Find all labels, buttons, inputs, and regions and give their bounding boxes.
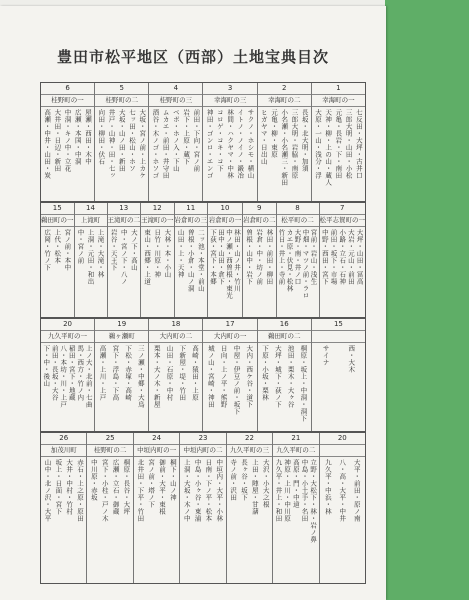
- toc-cell: [148, 83, 202, 201]
- place-name-line: 曽根・小倉・山ノ洞: [186, 229, 195, 292]
- section-name: 幸海町の二: [258, 95, 311, 107]
- place-name-line: 大原・一山・浅分・浮: [313, 109, 322, 179]
- place-name-line: 大内・西ケ谷・道下: [245, 345, 254, 408]
- toc-row-2: [40, 202, 366, 318]
- place-name-line: 広瀬・立石・御蔵: [111, 459, 120, 515]
- section-number: 7: [320, 203, 366, 215]
- place-name-line: 桐原・長谷・大坪: [122, 459, 131, 515]
- place-name-list: [320, 457, 365, 583]
- place-name-line: サクノ・ホシモ・横山: [246, 109, 255, 179]
- toc-row-3: [40, 318, 366, 432]
- place-name-line: 中畑・マツノ前・ラロ: [301, 229, 310, 299]
- place-name-line: 大井・中村・竹村: [65, 459, 74, 515]
- section-number: 12: [141, 203, 174, 215]
- toc-cell: [257, 83, 311, 201]
- toc-row-1: [40, 82, 366, 202]
- toc-row-4: [40, 432, 366, 584]
- toc-cell: [202, 83, 256, 201]
- place-name-line: 八・本坊・川・上戸: [59, 345, 68, 408]
- place-name-line: 大坂・山ノ田・新田: [117, 109, 126, 172]
- place-name-list: [87, 457, 132, 583]
- section-number: 16: [258, 319, 311, 331]
- place-name-list: [41, 227, 74, 317]
- place-name-line: 山中・北ノ沢・大平: [43, 459, 52, 522]
- place-name-line: 高原・門・中道: [291, 459, 300, 508]
- section-number: 24: [134, 433, 179, 445]
- place-name-line: 桐原・坂上・中洞・洞下: [299, 345, 308, 422]
- place-name-line: 宮前・岩山・浅生: [309, 229, 318, 285]
- section-name: 岩倉町の二: [243, 215, 276, 227]
- place-name-line: 酒谷・木ノゴ・ホソゴ: [151, 109, 160, 179]
- section-name: 桂野町の一: [41, 95, 94, 107]
- toc-cell: [41, 319, 94, 431]
- place-name-line: 宮ノ前・塔ノ下: [147, 459, 156, 508]
- place-name-line: 山田・石原・中村: [165, 345, 174, 401]
- toc-cell: [94, 83, 148, 201]
- place-name-list: [243, 227, 276, 317]
- place-name-line: 馬・西方・竹ノ内: [76, 345, 85, 401]
- place-name-line: 大林・本・小山: [163, 229, 172, 278]
- place-name-line: 竹日・井上・寺前: [277, 229, 286, 285]
- place-name-list: [41, 457, 86, 583]
- place-name-line: 中洞・キノ中・立花: [63, 109, 72, 172]
- section-number: 5: [95, 83, 148, 95]
- place-name-line: 下荻・宮下・本郷: [209, 229, 217, 285]
- place-name-line: 七ッ田・松山・ホソ: [127, 109, 136, 172]
- toc-cell: [276, 203, 319, 317]
- toc-cell: [41, 433, 86, 583]
- place-name-line: 林間・ハクヤマ・中林: [226, 109, 235, 179]
- toc-cell: [179, 433, 225, 583]
- toc-cell: [41, 83, 94, 201]
- section-name: 大内町の二: [149, 331, 202, 343]
- place-name-line: 前田・長坂・大谷: [50, 345, 59, 401]
- place-name-line: 高瀬・中井・山田・炭: [43, 109, 52, 179]
- section-name: 九久平町の三: [227, 445, 272, 457]
- section-name: 加茂川町: [41, 445, 86, 457]
- toc-cell: [311, 319, 365, 431]
- toc-cell: [133, 433, 179, 583]
- place-name-line: 大平・前田・原ノ南: [352, 459, 361, 522]
- place-name-line: 下原・小坂・栗林: [261, 345, 270, 401]
- place-name-line: 宮下・浮島・下高: [111, 345, 120, 401]
- place-name-list: [203, 343, 256, 431]
- toc-cell: [319, 203, 366, 317]
- place-name-line: コロゲ・コキ・コ下: [215, 109, 224, 172]
- place-name-line: 長坂・北大明・加須: [300, 109, 309, 172]
- place-name-line: 大井田・日辺・新田: [53, 109, 62, 172]
- place-name-line: 中川原・赤坂: [89, 459, 98, 501]
- toc-cell: [140, 203, 174, 317]
- toc-cell: [202, 319, 256, 431]
- section-name: 桂野町の三: [149, 95, 202, 107]
- place-name-list: [277, 227, 319, 317]
- section-number: 9: [243, 203, 276, 215]
- background-strip: [385, 0, 469, 600]
- place-name-line: 日南・下ノ平・松本: [204, 459, 213, 522]
- place-name-line: 二ッ池・本堂・前山: [196, 229, 205, 292]
- page-title: 豊田市松平地区（西部）土地宝典目次: [56, 48, 329, 66]
- place-name-line: 池田・栗木・大ヶ谷: [286, 345, 295, 408]
- place-name-list: [203, 107, 256, 201]
- section-name: 上滝町: [75, 215, 107, 227]
- section-name: [320, 445, 365, 457]
- place-name-line: 大坪・山田・冨高: [355, 229, 364, 285]
- section-name: 九久平町の二: [273, 445, 318, 457]
- section-number: 25: [87, 433, 132, 445]
- place-name-list: [75, 227, 107, 317]
- place-name-line: 田中・山田・倉下: [217, 229, 225, 285]
- place-name-line: 七反田・大坪・古井口: [354, 109, 363, 179]
- place-name-line: 曽根・山中・岩下: [245, 229, 254, 285]
- place-name-line: カエ原・伏見・松林: [285, 229, 294, 292]
- place-name-line: 大ノ下・高山: [129, 229, 138, 271]
- place-name-list: [141, 227, 174, 317]
- place-name-line: 大沢・小大之根: [261, 459, 270, 508]
- place-name-line: ベボ・ホノ入・下山: [171, 109, 180, 172]
- toc-cell: [319, 433, 365, 583]
- place-name-line: 上洞・大坂・木ノ中: [182, 459, 191, 522]
- place-name-line: 中野・西田・宮下: [320, 229, 329, 285]
- section-number: 22: [227, 433, 272, 445]
- section-number: 11: [175, 203, 208, 215]
- place-name-line: 日竹・川原・神: [153, 229, 162, 278]
- place-name-line: 栗本・大ノ木・新屋: [152, 345, 161, 408]
- place-name-line: 大野・南・井ノ口: [293, 229, 302, 285]
- place-name-line: 林田・山ノ井・竹川: [233, 229, 241, 292]
- place-name-line: 寺ノ前・沢田: [229, 459, 238, 501]
- toc-cell: [242, 203, 276, 317]
- place-name-line: 上ノ大・北前・七曲: [84, 345, 93, 408]
- place-name-line: 山田・上・天神: [176, 229, 185, 278]
- place-name-line: 下松・赤塚・高崎: [124, 345, 133, 401]
- place-name-line: 三郎大明・山田・小松: [344, 109, 353, 179]
- place-name-line: 上田・陣屋・甘藷: [250, 459, 259, 515]
- section-number: 14: [75, 203, 107, 215]
- place-name-list: [95, 343, 148, 431]
- section-name: 鵜ヶ瀬町: [95, 331, 148, 343]
- place-name-list: [320, 227, 366, 317]
- place-name-list: [134, 457, 179, 583]
- toc-cell: [107, 203, 141, 317]
- section-number: 26: [41, 433, 86, 445]
- place-name-list: [41, 107, 94, 201]
- place-name-line: 西・大木: [347, 345, 356, 373]
- toc-cell: [74, 203, 107, 317]
- place-name-line: 井戸・山神・田・七ッ: [107, 109, 116, 179]
- place-name-line: 上洞・元田・和出: [86, 229, 95, 285]
- section-name: 九久平町の一: [41, 331, 94, 343]
- place-name-list: [258, 343, 311, 431]
- section-number: 23: [180, 433, 225, 445]
- place-name-list: [41, 343, 94, 431]
- place-name-line: 神原・上川・中川原: [283, 459, 292, 522]
- place-name-line: 中・宮ノ下・八ノ: [119, 229, 128, 285]
- place-name-line: 屋瀬・西田・木中: [84, 109, 93, 165]
- place-name-line: 赤石・上之原・原田: [76, 459, 84, 522]
- place-name-list: [149, 107, 202, 201]
- place-name-list: [258, 107, 311, 201]
- place-name-list: [180, 457, 225, 583]
- place-name-line: 稲田・宮下・地蔵: [67, 345, 76, 401]
- place-name-line: 日向・上ノ平・熊野: [219, 345, 228, 408]
- section-number: 2: [258, 83, 311, 95]
- place-name-line: 天神・柳・上の山・蔵人: [324, 109, 333, 186]
- toc-cell: [148, 319, 202, 431]
- section-number: 6: [41, 83, 94, 95]
- section-number: 15: [312, 319, 365, 331]
- toc-cell: [94, 319, 148, 431]
- place-name-line: 中屋・伊豆ノ前・坂下: [232, 345, 241, 415]
- document-page: [0, 6, 386, 600]
- place-name-line: 前田・坂下・市場: [329, 229, 338, 285]
- section-number: 20: [320, 433, 365, 445]
- place-name-line: 中島・小ヶ谷・東浦: [193, 459, 202, 522]
- place-name-line: 東山・西郷・上道: [143, 229, 152, 285]
- section-name: 鵜田町の一: [41, 215, 74, 227]
- toc-cell: [272, 433, 318, 583]
- place-name-line: 広岡・竹ノ下: [43, 229, 52, 271]
- place-name-line: 前田・下向・宮ノ前: [192, 109, 201, 172]
- place-name-line: 九久平・井上・和田: [274, 459, 283, 522]
- place-name-list: [108, 227, 141, 317]
- section-number: 10: [208, 203, 242, 215]
- place-name-line: 坂上・日面・宮下: [54, 459, 63, 515]
- place-name-list: [208, 227, 242, 317]
- place-name-line: 宮ノ前・本中: [63, 229, 72, 271]
- section-number: 15: [41, 203, 74, 215]
- place-name-line: 広瀬・本国・中洞: [73, 109, 82, 165]
- section-name: 幸海町の一: [312, 95, 365, 107]
- section-number: 8: [277, 203, 319, 215]
- place-name-line: 御前・大平・東根: [158, 459, 166, 515]
- toc-cell: [226, 433, 272, 583]
- section-name: 鵜田町の二: [258, 331, 311, 343]
- section-name: 中垣内町の一: [134, 445, 179, 457]
- place-name-line: 小名瀬・小名瀬三・新田: [280, 109, 289, 186]
- place-name-line: 八・高・大平・中井: [338, 459, 347, 522]
- section-name: 岩倉町の一: [208, 215, 242, 227]
- place-name-line: 中垣内・大平・小林: [215, 459, 224, 522]
- toc-cell: [174, 203, 208, 317]
- section-name: 松平志賀町の一: [320, 215, 366, 227]
- place-name-line: ヒガヤマ・日出山: [259, 109, 268, 165]
- place-name-line: 北井田・下平・竹田: [136, 459, 145, 522]
- place-name-line: 上滝・大滝・林: [96, 229, 105, 278]
- place-name-line: 中・宮ノ前: [76, 229, 85, 264]
- place-name-list: [312, 107, 365, 201]
- place-name-line: 下・中・後山: [42, 345, 51, 387]
- place-name-line: 元亀・長岩・下・南田: [334, 109, 343, 179]
- section-number: 18: [149, 319, 202, 331]
- section-number: 17: [203, 319, 256, 331]
- place-name-line: 岩下・上原・蔵下: [182, 109, 191, 165]
- section-name: 幸海町の三: [203, 95, 256, 107]
- place-name-line: 元亀・柳・東原: [270, 109, 278, 158]
- place-name-line: 中ノ瀬・西曽根・東光: [225, 229, 233, 299]
- place-name-line: 三郎大明・岩脇・南原: [290, 109, 299, 179]
- place-name-list: [175, 227, 208, 317]
- toc-cell: [311, 83, 365, 201]
- place-name-line: 宮下・小桂・戸ノ木: [100, 459, 109, 522]
- place-name-line: 中島・小土手・名田: [300, 459, 309, 522]
- place-name-line: 高瀬・上川・上戸: [98, 345, 107, 401]
- place-name-list: [312, 343, 365, 431]
- place-name-line: 下新屋・堤・竹田: [178, 345, 187, 401]
- place-name-line: イトノ・ノイノ・鍛冶: [236, 109, 245, 179]
- place-name-line: 三ノ瀬・中郷・大鳥: [136, 345, 145, 408]
- place-name-line: 大坪・城下・荻ノ下: [273, 345, 282, 408]
- section-number: 3: [203, 83, 256, 95]
- section-number: 13: [108, 203, 141, 215]
- place-name-list: [149, 343, 202, 431]
- toc-cell: [257, 319, 311, 431]
- section-number: 19: [95, 319, 148, 331]
- place-name-line: サイナ: [321, 345, 330, 366]
- place-name-line: 岩倉・中・坊ノ前: [255, 229, 264, 285]
- place-name-line: 城ノ山・宮崎・神田: [206, 345, 215, 408]
- place-name-line: 九久平・中浜・林: [323, 459, 332, 515]
- section-name: 王滝町の二: [108, 215, 141, 227]
- section-name: 松平町の二: [277, 215, 319, 227]
- section-name: 中垣内町の二: [180, 445, 225, 457]
- section-name: [312, 331, 365, 343]
- section-name: 岩倉町の三: [175, 215, 208, 227]
- place-name-list: [273, 457, 318, 583]
- place-name-line: 桐下・山ノ神: [168, 459, 177, 501]
- place-name-line: 上代・松本: [53, 229, 62, 264]
- section-number: 21: [273, 433, 318, 445]
- toc-cell: [207, 203, 242, 317]
- place-name-line: 神田・ゴンロ・エンゴ: [205, 109, 214, 179]
- section-number: 4: [149, 83, 202, 95]
- toc-cell: [41, 203, 74, 317]
- place-name-line: 長ヶ谷・坂下: [240, 459, 248, 501]
- place-name-line: 林田・前田・柳田: [265, 229, 274, 285]
- place-name-line: 小路・立石・石神: [338, 229, 347, 285]
- toc-cell: [86, 433, 132, 583]
- place-name-list: [227, 457, 272, 583]
- place-name-line: 向田・柳田・伏石: [97, 109, 106, 165]
- place-name-line: 岩谷・天王下: [109, 229, 118, 271]
- place-name-line: ムカエ・前田・井守田: [161, 109, 170, 179]
- place-name-line: 高崎・猿田・上原: [191, 345, 200, 401]
- section-name: 桂野町の二: [87, 445, 132, 457]
- section-number: 20: [41, 319, 94, 331]
- section-name: 桂野町の二: [95, 95, 148, 107]
- place-name-list: [95, 107, 148, 201]
- place-name-line: 大坂・宮ノ前・上カケ: [138, 109, 147, 179]
- place-name-line: 大岩・元山・前田: [346, 229, 355, 285]
- section-name: 大内町の一: [203, 331, 256, 343]
- section-number: 1: [312, 83, 365, 95]
- place-name-line: 立野・大松下・林・岩ノ鼻: [309, 459, 318, 543]
- section-name: 王滝町の一: [141, 215, 174, 227]
